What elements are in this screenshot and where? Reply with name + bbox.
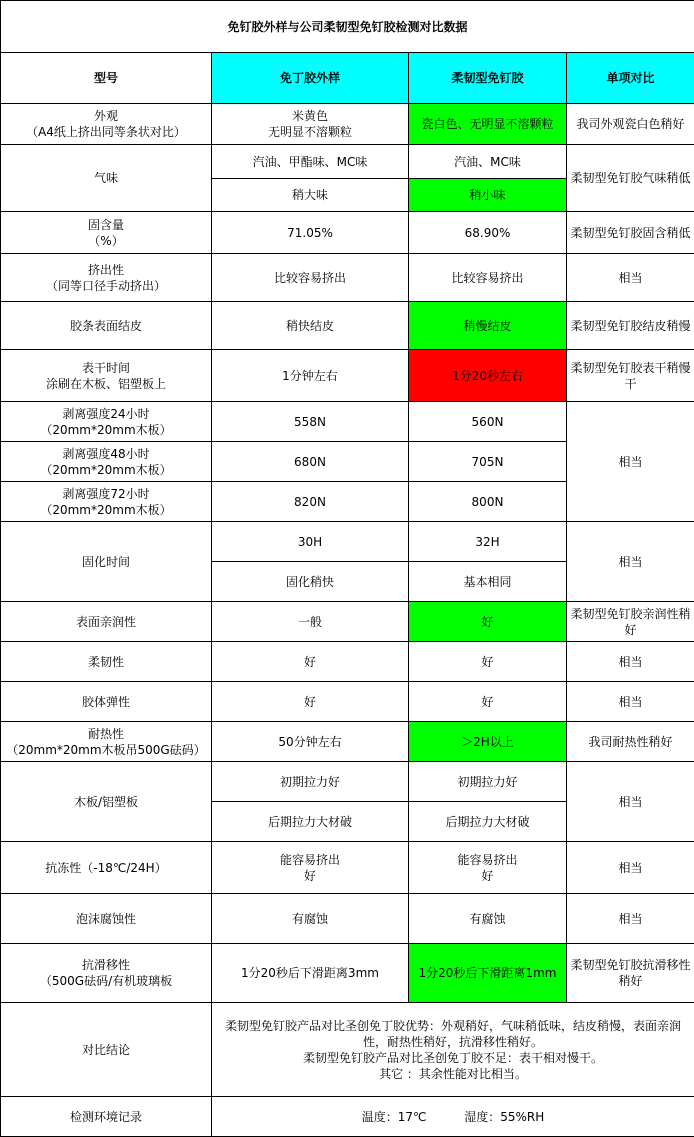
row-flex-ours: 好 <box>409 642 567 682</box>
row-peel24-sample: 558N <box>212 402 409 442</box>
row-cure-label: 固化时间 <box>1 522 212 602</box>
row-peel-compare: 相当 <box>567 402 694 522</box>
row-board-compare: 相当 <box>567 762 694 842</box>
row-board-ours-2: 后期拉力大材破 <box>409 802 567 842</box>
row-foam-compare: 相当 <box>567 894 694 944</box>
row-cure-ours-1: 32H <box>409 522 567 562</box>
row-elastic-sample: 好 <box>212 682 409 722</box>
row-board-ours-1: 初期拉力好 <box>409 762 567 802</box>
row-solid-ours: 68.90% <box>409 212 567 254</box>
row-freeze-sample: 能容易挤出 好 <box>212 842 409 894</box>
row-cure-compare: 相当 <box>567 522 694 602</box>
environment-humidity: 湿度：55%RH <box>464 1109 544 1125</box>
row-peel48-ours: 705N <box>409 442 567 482</box>
row-appearance-compare: 我司外观瓷白色稍好 <box>567 104 694 145</box>
row-peel72-ours: 800N <box>409 482 567 522</box>
row-elastic-ours: 好 <box>409 682 567 722</box>
row-wetting-ours: 好 <box>409 602 567 642</box>
row-freeze-label: 抗冻性（-18℃/24H） <box>1 842 212 894</box>
row-odor-ours-2: 稍小味 <box>409 179 567 212</box>
row-heat-sample: 50分钟左右 <box>212 722 409 762</box>
row-flex-compare: 相当 <box>567 642 694 682</box>
row-skin-sample: 稍快结皮 <box>212 302 409 350</box>
row-slip-ours: 1分20秒后下滑距离1mm <box>409 944 567 1003</box>
row-foam-label: 泡沫腐蚀性 <box>1 894 212 944</box>
header-item-comparison: 单项对比 <box>567 53 694 104</box>
row-foam-ours: 有腐蚀 <box>409 894 567 944</box>
row-appearance-label: 外观 （A4纸上挤出同等条状对比） <box>1 104 212 145</box>
header-flexible-adhesive: 柔韧型免钉胶 <box>409 53 567 104</box>
row-appearance-sample: 米黄色 无明显不溶颗粒 <box>212 104 409 145</box>
row-flex-sample: 好 <box>212 642 409 682</box>
header-competitor-sample: 免丁胶外样 <box>212 53 409 104</box>
row-elastic-label: 胶体弹性 <box>1 682 212 722</box>
row-solid-compare: 柔韧型免钉胶固含稍低 <box>567 212 694 254</box>
row-peel72-sample: 820N <box>212 482 409 522</box>
row-odor-compare: 柔韧型免钉胶气味稍低 <box>567 145 694 212</box>
row-flex-label: 柔韧性 <box>1 642 212 682</box>
row-odor-ours-1: 汽油、MC味 <box>409 145 567 179</box>
row-odor-label: 气味 <box>1 145 212 212</box>
row-wetting-label: 表面亲润性 <box>1 602 212 642</box>
row-odor-sample-2: 稍大味 <box>212 179 409 212</box>
row-elastic-compare: 相当 <box>567 682 694 722</box>
environment-temperature: 温度：17℃ <box>362 1109 427 1125</box>
row-board-sample-1: 初期拉力好 <box>212 762 409 802</box>
row-surface-dry-ours: 1分20秒左右 <box>409 350 567 402</box>
row-slip-label: 抗滑移性 （500G砝码/有机玻璃板 <box>1 944 212 1003</box>
row-skin-compare: 柔韧型免钉胶结皮稍慢 <box>567 302 694 350</box>
row-extrude-label: 挤出性 （同等口径手动挤出） <box>1 254 212 302</box>
row-wetting-compare: 柔韧型免钉胶亲润性稍好 <box>567 602 694 642</box>
row-solid-label: 固含量 （%） <box>1 212 212 254</box>
row-surface-dry-sample: 1分钟左右 <box>212 350 409 402</box>
environment-values <box>212 1097 694 1137</box>
row-board-label: 木板/铝塑板 <box>1 762 212 842</box>
row-extrude-sample: 比较容易挤出 <box>212 254 409 302</box>
row-foam-sample: 有腐蚀 <box>212 894 409 944</box>
row-odor-sample-1: 汽油、甲酯味、MC味 <box>212 145 409 179</box>
row-peel48-label: 剥离强度48小时 （20mm*20mm木板） <box>1 442 212 482</box>
row-cure-sample-1: 30H <box>212 522 409 562</box>
row-slip-compare: 柔韧型免钉胶抗滑移性稍好 <box>567 944 694 1003</box>
row-freeze-ours: 能容易挤出 好 <box>409 842 567 894</box>
conclusion-text: 柔韧型免钉胶产品对比圣创免丁胶优势：外观稍好，气味稍低味，结皮稍慢，表面亲润性，耐热性稍好，抗滑移性稍好。 柔韧型免钉胶产品对比圣创免丁胶不足：表干相对慢干。 其它 ：其余性能对比相当。 <box>212 1003 694 1097</box>
row-extrude-compare: 相当 <box>567 254 694 302</box>
row-skin-label: 胶条表面结皮 <box>1 302 212 350</box>
row-peel24-ours: 560N <box>409 402 567 442</box>
row-freeze-compare: 相当 <box>567 842 694 894</box>
row-surface-dry-compare: 柔韧型免钉胶表干稍慢干 <box>567 350 694 402</box>
row-wetting-sample: 一般 <box>212 602 409 642</box>
row-peel72-label: 剥离强度72小时 （20mm*20mm木板） <box>1 482 212 522</box>
row-peel24-label: 剥离强度24小时 （20mm*20mm木板） <box>1 402 212 442</box>
row-skin-ours: 稍慢结皮 <box>409 302 567 350</box>
conclusion-label: 对比结论 <box>1 1003 212 1097</box>
row-heat-compare: 我司耐热性稍好 <box>567 722 694 762</box>
row-heat-label: 耐热性 （20mm*20mm木板吊500G砝码） <box>1 722 212 762</box>
row-surface-dry-label: 表干时间 涂刷在木板、铝塑板上 <box>1 350 212 402</box>
row-cure-sample-2: 固化稍快 <box>212 562 409 602</box>
row-peel48-sample: 680N <box>212 442 409 482</box>
row-board-sample-2: 后期拉力大材破 <box>212 802 409 842</box>
environment-label: 检测环境记录 <box>1 1097 212 1137</box>
row-appearance-ours: 瓷白色、无明显不溶颗粒 <box>409 104 567 145</box>
row-slip-sample: 1分20秒后下滑距离3mm <box>212 944 409 1003</box>
row-cure-ours-2: 基本相同 <box>409 562 567 602</box>
row-heat-ours: ＞2H以上 <box>409 722 567 762</box>
sheet-title: 免钉胶外样与公司柔韧型免钉胶检测对比数据 <box>1 1 694 53</box>
header-model: 型号 <box>1 53 212 104</box>
row-extrude-ours: 比较容易挤出 <box>409 254 567 302</box>
row-solid-sample: 71.05% <box>212 212 409 254</box>
